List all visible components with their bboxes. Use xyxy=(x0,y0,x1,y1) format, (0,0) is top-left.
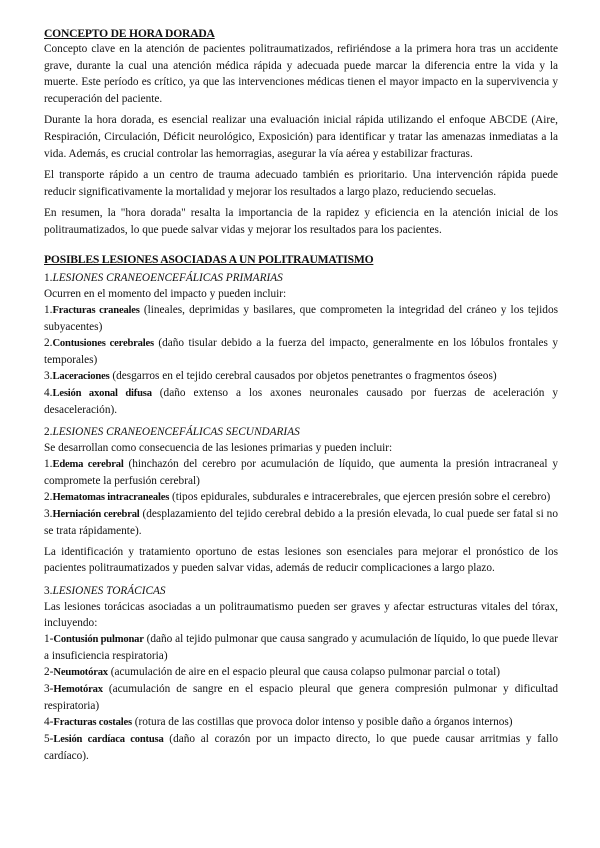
item-description: (acumulación de sangre en el espacio pleural que genera compresión pulmonar y dificultad respiratoria) xyxy=(44,682,558,712)
item-description: (hinchazón del cerebro por acumulación de líquido, que aumenta la presión intracraneal y compromete la perfusión cerebral) xyxy=(44,457,558,487)
subheading-text: LESIONES CRANEOENCEFÁLICAS PRIMARIAS xyxy=(52,271,283,284)
item-number: 2- xyxy=(44,665,54,678)
item-number: 1. xyxy=(44,303,53,316)
subheading-primarias xyxy=(44,270,558,286)
item-term: Edema cerebral xyxy=(52,458,124,470)
item-term: Fracturas costales xyxy=(53,716,132,728)
list-item xyxy=(44,368,558,385)
item-description: (lineales, deprimidas y basilares, que comprometen la integridad del cráneo y los tejidos subyacentes) xyxy=(44,303,558,333)
item-description: (desgarros en el tejido cerebral causados por objetos penetrantes o fragmentos óseos) xyxy=(109,369,497,382)
item-number: 1. xyxy=(44,457,53,470)
lead-primarias: Ocurren en el momento del impacto y pueden incluir: xyxy=(44,287,287,300)
lead-secundarias: Se desarrollan como consecuencia de las lesiones primarias y pueden incluir: xyxy=(44,441,393,454)
subheading-secundarias xyxy=(44,424,558,440)
item-term: Contusiones cerebrales xyxy=(52,337,154,349)
item-term: Herniación cerebral xyxy=(52,508,140,520)
list-item xyxy=(44,456,558,489)
item-description: (daño al corazón por un impacto directo, lo que puede causar arritmias y fallo cardíaco). xyxy=(44,732,559,762)
list-item xyxy=(44,731,558,764)
lead-toracicas: Las lesiones torácicas asociadas a un politraumatismo pueden ser graves y afectar estructuras vitales del tórax, incluyendo: xyxy=(44,600,558,629)
item-description: (rotura de las costillas que provoca dolor intenso y posible daño a órganos internos) xyxy=(131,715,513,728)
item-term: Laceraciones xyxy=(52,370,110,382)
list-item xyxy=(44,385,558,418)
subheading-toracicas xyxy=(44,583,558,599)
item-number: 4- xyxy=(44,715,54,728)
list-item xyxy=(44,302,558,335)
list-item xyxy=(44,664,558,681)
subheading-number: 3. xyxy=(44,584,53,597)
item-number: 5- xyxy=(44,732,54,745)
item-term: Contusión pulmonar xyxy=(53,633,144,645)
list-item xyxy=(44,681,558,714)
paragraph-summary: En resumen, la "hora dorada" resalta la importancia de la rapidez y eficiencia en la atención inicial de los politraumatizados, lo que puede salvar vidas y mejorar los resultados para los pacientes. xyxy=(44,207,558,236)
paragraph-definition: Concepto clave en la atención de pacientes politraumatizados, refiriéndose a la primera hora tras un accidente grave, durante la cual una atención médica rápida y adecuada puede marcar la diferencia entre la vida y la muerte. Este período es crítico, ya que las intervenciones médicas tienen el mayor impacto en la supervivencia y recuperación del paciente. xyxy=(44,43,558,105)
paragraph-closing-secundarias: La identificación y tratamiento oportuno de estas lesiones son esenciales para mejorar el pronóstico de los pacientes politraumatizados y pueden salvar vidas, además de reducir complicaciones a largo plazo. xyxy=(44,545,558,575)
item-term: Lesión cardíaca contusa xyxy=(53,733,164,745)
list-item xyxy=(44,714,558,731)
item-number: 3. xyxy=(44,369,53,382)
list-item xyxy=(44,631,558,664)
list-item xyxy=(44,489,558,506)
section-title-hora-dorada: CONCEPTO DE HORA DORADA xyxy=(44,27,215,40)
item-number: 2. xyxy=(44,490,53,503)
subheading-text: LESIONES TORÁCICAS xyxy=(52,584,166,597)
subheading-text: LESIONES CRANEOENCEFÁLICAS SECUNDARIAS xyxy=(52,425,300,438)
item-term: Neumotórax xyxy=(53,666,108,678)
item-number: 4. xyxy=(44,386,53,399)
item-term: Fracturas craneales xyxy=(52,304,140,316)
item-number: 3. xyxy=(44,507,53,520)
section-title-lesiones: POSIBLES LESIONES ASOCIADAS A UN POLITRAUMATISMO xyxy=(44,252,374,266)
item-term: Hematomas intracraneales xyxy=(52,491,170,503)
item-description: (acumulación de aire en el espacio pleural que causa colapso pulmonar parcial o total) xyxy=(107,665,501,678)
paragraph-abcde: Durante la hora dorada, es esencial realizar una evaluación inicial rápida utilizando el enfoque ABCDE (Aire, Respiración, Circulación, Déficit neurológico, Exposición) para identificar y tratar las amenazas inmediatas a la vida. Además, es crucial controlar las hemorragias, asegurar la vía aérea y estabilizar fracturas. xyxy=(44,114,558,160)
list-item xyxy=(44,506,558,539)
item-description: (tipos epidurales, subdurales e intracerebrales, que ejercen presión sobre el cerebro) xyxy=(169,490,551,503)
subheading-number: 2. xyxy=(44,425,53,438)
item-description: (daño al tejido pulmonar que causa sangrado y acumulación de líquido, lo que puede llevar a insuficiencia respiratoria) xyxy=(44,632,558,662)
item-term: Hemotórax xyxy=(53,683,103,695)
subheading-number: 1. xyxy=(44,271,53,284)
item-description: (daño extenso a los axones neuronales causado por fuerzas de aceleración y desaceleración). xyxy=(44,386,558,416)
item-term: Lesión axonal difusa xyxy=(52,387,152,399)
item-number: 2. xyxy=(44,336,53,349)
item-number: 3- xyxy=(44,682,54,695)
item-description: (desplazamiento del tejido cerebral debido a la presión elevada, lo cual puede ser fatal si no se trata rápidamente). xyxy=(44,507,558,537)
item-description: (daño tisular debido a la fuerza del impacto, generalmente en los lóbulos frontales y temporales) xyxy=(44,336,558,366)
list-item xyxy=(44,335,558,368)
item-number: 1- xyxy=(44,632,54,645)
paragraph-transport: El transporte rápido a un centro de trauma adecuado también es prioritario. Una intervención rápida puede reducir significativamente la mortalidad y mejorar los resultados a largo plazo, reduciendo secuelas. xyxy=(44,169,558,198)
